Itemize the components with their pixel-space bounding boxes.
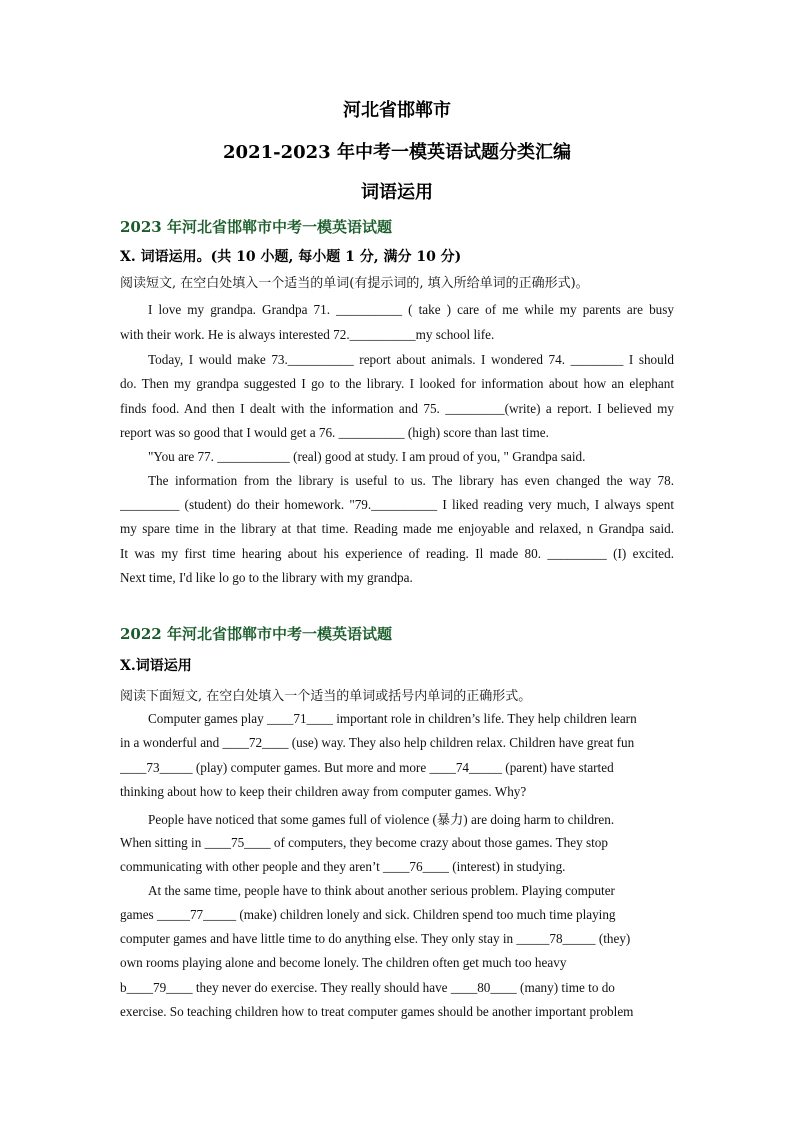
passage-line: Next time, I'd like lo go to the library with my grandpa. [120, 570, 413, 585]
passage-line: b____79____ they never do exercise. They really should have ____80____ (many) time to do [120, 980, 615, 995]
page-title-topic: 词语运用 [361, 182, 433, 203]
passage-line: games _____77_____ (make) children lonely and sick. Children spend too much time playing [120, 907, 616, 922]
passage-line: communicating with other people and they aren’t ____76____ (interest) in studying. [120, 859, 566, 874]
page-title-region: 河北省邯郸市 [343, 100, 451, 121]
section-subheading-2022: X.词语运用 [120, 658, 192, 674]
instruction-2022: 阅读下面短文, 在空白处填入一个适当的单词或括号内单词的正确形式。 [120, 689, 532, 704]
passage-line: At the same time, people have to think about another serious problem. Playing computer [148, 883, 615, 898]
passage-line: The information from the library is useful to us. The library has even changed the way 78. [148, 473, 674, 488]
passage-line: own rooms playing alone and become lonely. The children often get much too heavy [120, 955, 567, 970]
passage-line: exercise. So teaching children how to treat computer games should be another important problem [120, 1004, 634, 1019]
passage-line: Computer games play ____71____ important role in children’s life. They help children learn [148, 711, 637, 726]
section-heading-2022: 2022 年河北省邯郸市中考一模英语试题 [120, 625, 392, 643]
passage-line: I love my grandpa. Grandpa 71. __________ ( take ) care of me while my parents are busy [148, 302, 674, 317]
passage-line: with their work. He is always interested 72.__________my school life. [120, 327, 495, 342]
page-title-main: 2021-2023 年中考一模英语试题分类汇编 [223, 142, 571, 163]
passage-line: my spare time in the library at that time. Reading made me enjoyable and relaxed, n Grandpa said. [120, 521, 674, 536]
passage-line: "You are 77. ___________ (real) good at study. I am proud of you, " Grandpa said. [148, 449, 586, 464]
section-heading-2023: 2023 年河北省邯郸市中考一模英语试题 [120, 218, 392, 236]
passage-line: report was so good that I would get a 76. __________ (high) score than last time. [120, 425, 549, 440]
passage-line: When sitting in ____75____ of computers, they become crazy about those games. They stop [120, 835, 608, 850]
section-subheading-2023: X. 词语运用。(共 10 小题, 每小题 1 分, 满分 10 分) [120, 249, 462, 265]
passage-line: People have noticed that some games full of violence (暴力) are doing harm to children. [148, 812, 615, 827]
passage-line: _________ (student) do their homework. "79.__________ I liked reading very much, I always spent [120, 497, 674, 512]
passage-line: do. Then my grandpa suggested I go to the library. I looked for information about how an elephant [120, 376, 674, 391]
instruction-2023: 阅读短文, 在空白处填入一个适当的单词(有提示词的, 填入所给单词的正确形式)。 [120, 276, 589, 291]
passage-line: ____73_____ (play) computer games. But more and more ____74_____ (parent) have started [120, 760, 614, 775]
passage-line: It was my first time hearing about his experience of reading. Il made 80. _________ (I) excited. [120, 546, 674, 561]
passage-line: finds food. And then I dealt with the information and 75. _________(write) a report. I believed my [120, 401, 674, 416]
passage-line: thinking about how to keep their children away from computer games. Why? [120, 784, 527, 799]
passage-line: in a wonderful and ____72____ (use) way. They also help children relax. Children have great fun [120, 735, 635, 750]
passage-line: Today, I would make 73.__________ report about animals. I wondered 74. ________ I should [148, 352, 674, 367]
passage-line: computer games and have little time to do anything else. They only stay in _____78_____ (they) [120, 931, 631, 946]
